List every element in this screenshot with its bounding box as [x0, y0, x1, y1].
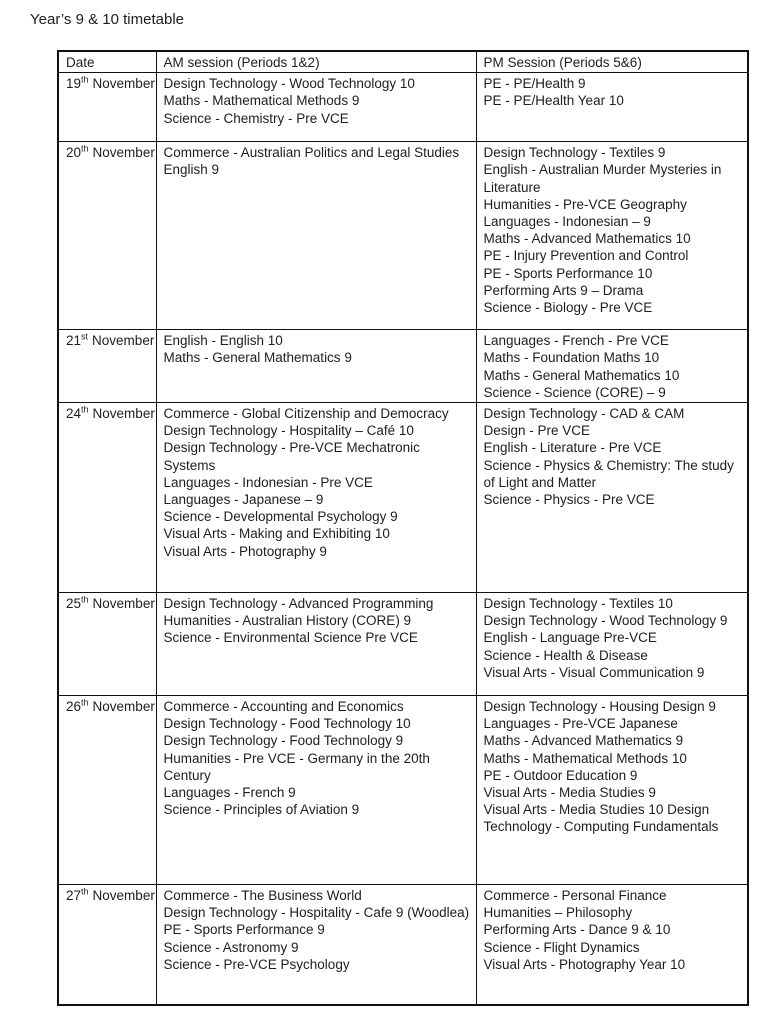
pm-cell	[476, 885, 748, 1005]
pm-cell	[476, 403, 748, 593]
subject-entry: English - Literature - Pre VCE	[483, 440, 662, 456]
date-month: November	[92, 333, 155, 349]
subject-entry: Science - Environmental Science Pre VCE	[163, 630, 418, 646]
date-day: 20	[66, 145, 82, 161]
subject-entry: Maths - Mathematical Methods 9	[163, 93, 360, 109]
subject-entry: PE - Outdoor Education 9	[483, 767, 638, 783]
subject-entry: Commerce - Personal Finance	[483, 888, 667, 904]
date-day: 19	[66, 76, 82, 92]
pm-cell	[476, 142, 748, 330]
table-row	[58, 885, 748, 1005]
subject-entry: Science - Pre-VCE Psychology	[163, 956, 350, 972]
date-day: 26	[66, 699, 82, 715]
date-ordinal: th	[81, 886, 89, 897]
date-cell	[58, 593, 156, 696]
subject-entry: Design Technology - Housing Design 9	[483, 699, 716, 715]
am-cell	[156, 330, 476, 403]
subject-entry: Design - Pre VCE	[483, 423, 591, 439]
subject-entry: Science - Chemistry - Pre VCE	[163, 110, 349, 126]
am-cell	[156, 696, 476, 885]
subject-entry: Performing Arts - Dance 9 & 10	[483, 922, 671, 938]
date-day: 24	[66, 406, 82, 422]
subject-entry: Design Technology - Wood Technology 9	[483, 613, 728, 629]
date-ordinal: th	[81, 404, 89, 415]
header-row	[58, 51, 748, 73]
subject-entry: Humanities - Australian History (CORE) 9	[163, 613, 412, 629]
subject-entry: Commerce - Australian Politics and Legal Studies	[163, 145, 460, 161]
table-row	[58, 593, 748, 696]
subject-entry: Visual Arts - Photography Year 10	[483, 956, 686, 972]
subject-entry: Visual Arts - Visual Communication 9	[483, 664, 705, 680]
subject-entry: Design Technology - Hospitality - Cafe 9 (Woodlea)	[163, 905, 470, 921]
subject-entry: Science - Flight Dynamics	[483, 939, 640, 955]
subject-entry: Languages - French - Pre VCE	[483, 333, 669, 349]
subject-entry: Design Technology - Wood Technology 10	[163, 76, 415, 92]
subject-entry: Maths - Advanced Mathematics 9	[483, 733, 684, 749]
subject-entry: Visual Arts - Photography 9	[163, 543, 327, 559]
date-month: November	[92, 699, 155, 715]
page-title: Year’s 9 & 10 timetable	[30, 11, 184, 28]
subject-entry: PE - PE/Health 9	[483, 76, 586, 92]
date-ordinal: th	[81, 594, 89, 605]
subject-entry: Design Technology - Textiles 10	[483, 596, 673, 612]
am-cell	[156, 403, 476, 593]
table-row	[58, 142, 748, 330]
subject-entry: PE - Injury Prevention and Control	[483, 248, 689, 264]
subject-entry: Maths - Mathematical Methods 10	[483, 750, 687, 766]
date-month: November	[92, 406, 155, 422]
am-cell	[156, 142, 476, 330]
subject-entry: Performing Arts 9 – Drama	[483, 282, 644, 298]
subject-entry: English - Language Pre-VCE	[483, 630, 657, 646]
subject-entry: Science - Developmental Psychology 9	[163, 509, 398, 525]
subject-entry: Design Technology - Food Technology 10	[163, 716, 411, 732]
subject-entry: Humanities – Philosophy	[483, 905, 633, 921]
subject-entry: Science - Physics - Pre VCE	[483, 492, 655, 508]
subject-entry: Commerce - The Business World	[163, 888, 362, 904]
date-day: 27	[66, 888, 82, 904]
subject-entry: Languages - French 9	[163, 785, 296, 801]
subject-entry: Science - Astronomy 9	[163, 939, 299, 955]
date-cell	[58, 73, 156, 142]
subject-entry: Science - Principles of Aviation 9	[163, 802, 360, 818]
date-cell	[58, 403, 156, 593]
table-row	[58, 403, 748, 593]
subject-entry: Languages - Japanese – 9	[163, 492, 324, 508]
date-month: November	[92, 76, 155, 92]
date-ordinal: th	[81, 697, 89, 708]
subject-entry: Science - Physics & Chemistry: The study of Light and Matter	[483, 457, 734, 490]
subject-entry: PE - PE/Health Year 10	[483, 93, 624, 109]
subject-entry: Maths - General Mathematics 10	[483, 367, 680, 383]
table-row	[58, 330, 748, 403]
header-date: Date	[58, 51, 156, 73]
subject-entry: Visual Arts - Media Studies 9	[483, 785, 656, 801]
subject-entry: Maths - Foundation Maths 10	[483, 350, 660, 366]
date-month: November	[92, 596, 155, 612]
subject-entry: Languages - Indonesian - Pre VCE	[163, 474, 373, 490]
subject-entry: Languages - Indonesian – 9	[483, 214, 651, 230]
date-day: 21	[66, 333, 82, 349]
subject-entry: Visual Arts - Making and Exhibiting 10	[163, 526, 390, 542]
am-cell	[156, 593, 476, 696]
am-cell	[156, 885, 476, 1005]
subject-entry: Science - Health & Disease	[483, 647, 648, 663]
pm-cell	[476, 593, 748, 696]
header-pm-session: PM Session (Periods 5&6)	[476, 51, 748, 73]
subject-entry: Humanities - Pre VCE - Germany in the 20th Century	[163, 750, 430, 783]
date-cell	[58, 696, 156, 885]
timetable-body	[58, 73, 748, 1005]
date-ordinal: th	[81, 143, 89, 154]
date-cell	[58, 885, 156, 1005]
subject-entry: Languages - Pre-VCE Japanese	[483, 716, 678, 732]
subject-entry: Design Technology - Hospitality – Café 10	[163, 423, 414, 439]
date-cell	[58, 142, 156, 330]
subject-entry: PE - Sports Performance 10	[483, 265, 653, 281]
subject-entry: Visual Arts - Media Studies 10 Design Technology - Computing Fundamentals	[483, 802, 719, 835]
subject-entry: Humanities - Pre-VCE Geography	[483, 196, 687, 212]
subject-entry: Design Technology - Pre-VCE Mechatronic Systems	[163, 440, 420, 473]
subject-entry: Maths - Advanced Mathematics 10	[483, 231, 691, 247]
subject-entry: Commerce - Accounting and Economics	[163, 699, 404, 715]
pm-cell	[476, 696, 748, 885]
subject-entry: Design Technology - CAD & CAM	[483, 406, 685, 422]
pm-cell	[476, 330, 748, 403]
date-ordinal: st	[81, 331, 89, 342]
subject-entry: Design Technology - Advanced Programming	[163, 596, 434, 612]
subject-entry: Design Technology - Textiles 9	[483, 145, 666, 161]
timetable	[57, 50, 749, 1006]
table-row	[58, 696, 748, 885]
subject-entry: English - Australian Murder Mysteries in Literature	[483, 162, 722, 195]
am-cell	[156, 73, 476, 142]
date-day: 25	[66, 596, 82, 612]
header-am-session: AM session (Periods 1&2)	[156, 51, 476, 73]
subject-entry: English - English 10	[163, 333, 283, 349]
subject-entry: PE - Sports Performance 9	[163, 922, 325, 938]
date-month: November	[92, 145, 155, 161]
subject-entry: Commerce - Global Citizenship and Democracy	[163, 406, 449, 422]
date-month: November	[92, 888, 155, 904]
pm-cell	[476, 73, 748, 142]
subject-entry: English 9	[163, 162, 220, 178]
subject-entry: Science - Science (CORE) – 9	[483, 384, 666, 400]
subject-entry: Design Technology - Food Technology 9	[163, 733, 404, 749]
table-row	[58, 73, 748, 142]
subject-entry: Science - Biology - Pre VCE	[483, 300, 653, 316]
date-cell	[58, 330, 156, 403]
date-ordinal: th	[81, 74, 89, 85]
subject-entry: Maths - General Mathematics 9	[163, 350, 352, 366]
